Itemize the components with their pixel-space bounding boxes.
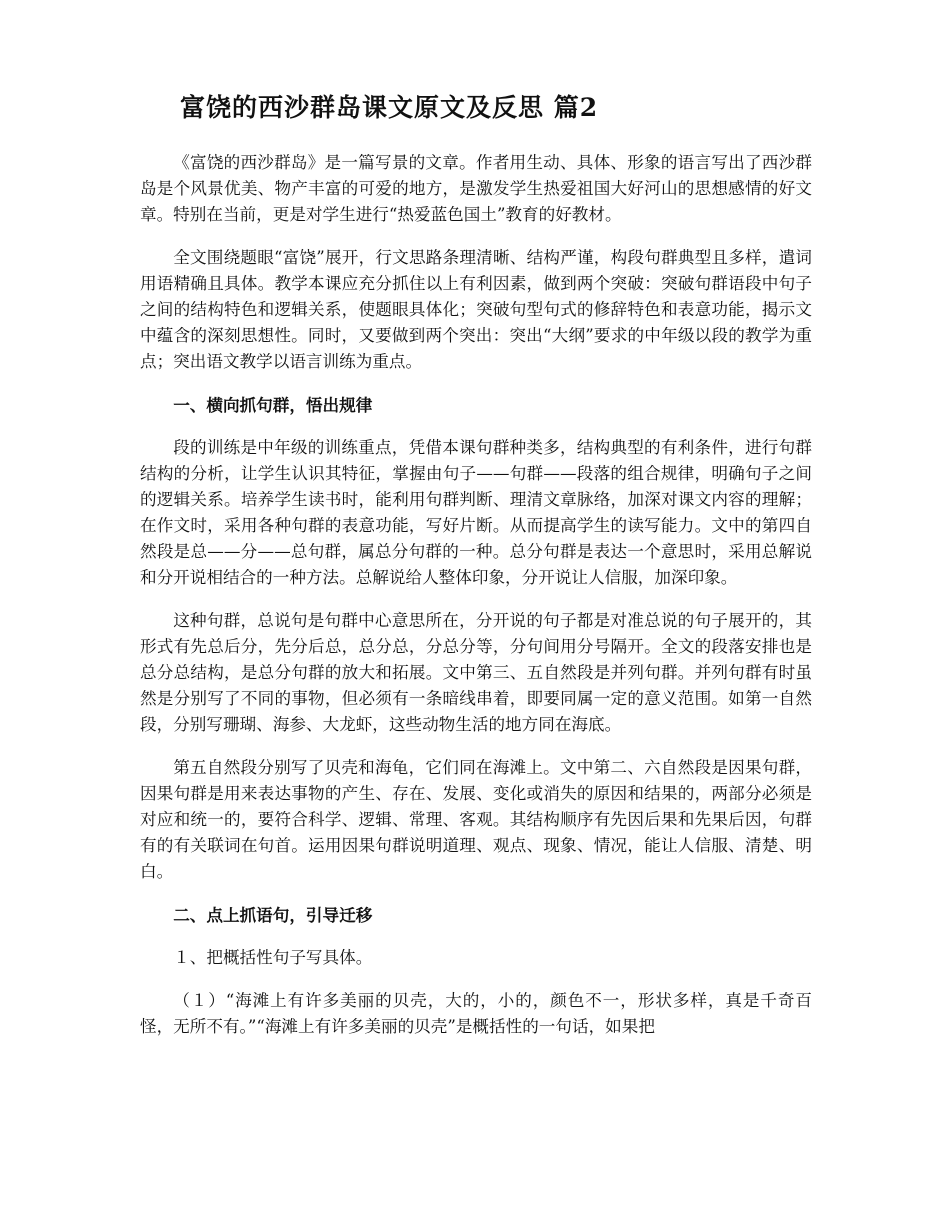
document-body	[140, 150, 812, 1057]
paragraph-total-sentence: 这种句群，总说句是句群中心意思所在，分开说的句子都是对准总说的句子展开的，其形式有先总后分，先分后总，总分总，分总分等，分句间用分号隔开。全文的段落安排也是总分总结构，是总分句群的放大和拓展。文中第三、五自然段是并列句群。并列句群有时虽然是分别写了不同的事物，但必须有一条暗线串着，即要同属一定的意义范围。如第一自然段，分别写珊瑚、海参、大龙虾，这些动物生活的地方同在海底。	[140, 611, 812, 734]
page-title: 富饶的西沙群岛课文原文及反思 篇2	[180, 93, 599, 122]
paragraph-cause-effect: 第五自然段分别写了贝壳和海龟，它们同在海滩上。文中第二、六自然段是因果句群，因果句群是用来表达事物的产生、存在、发展、变化或消失的原因和结果的，两部分必须是对应和统一的，要符合科学、逻辑、常理、客观。其结构顺序有先因后果和先果后因，句群有的有关联词在句首。运用因果句群说明道理、观点、现象、情况，能让人信服、清楚、明白。	[140, 758, 812, 881]
section-heading-1: 一、横向抓句群，悟出规律	[173, 395, 373, 415]
paragraph-example-1: （１）“海滩上有许多美丽的贝壳，大的，小的，颜色不一，形状多样，真是千奇百怪，无所不有。”“海滩上有许多美丽的贝壳”是概括性的一句话，如果把	[140, 991, 812, 1036]
paragraph-intro: 《富饶的西沙群岛》是一篇写景的文章。作者用生动、具体、形象的语言写出了西沙群岛是个风景优美、物产丰富的可爱的地方，是激发学生热爱祖国大好河山的思想感情的好文章。特别在当前，更是对学生进行“热爱蓝色国土”教育的好教材。	[140, 153, 812, 224]
paragraph-sentence-groups: 段的训练是中年级的训练重点，凭借本课句群种类多，结构典型的有利条件，进行句群结构的分析，让学生认识其特征，掌握由句子——句群——段落的组合规律，明确句子之间的逻辑关系。培养学生读书时，能利用句群判断、理清文章脉络，加深对课文内容的理解；在作文时，采用各种句群的表意功能，写好片断。从而提高学生的读写能力。文中的第四自然段是总——分——总句群，属总分句群的一种。总分句群是表达一个意思时，采用总解说和分开说相结合的一种方法。总解说给人整体印象，分开说让人信服，加深印象。	[140, 438, 812, 587]
list-item-1: １、把概括性句子写具体。	[173, 948, 373, 967]
paragraph-overview: 全文围绕题眼“富饶”展开，行文思路条理清晰、结构严谨，构段句群典型且多样，遣词用语精确且具体。教学本课应充分抓住以上有利因素，做到两个突破：突破句群语段中句子之间的结构特色和逻辑关系，使题眼具体化；突破句型句式的修辞特色和表意功能，揭示文中蕴含的深刻思想性。同时，又要做到两个突出：突出“大纲”要求的中年级以段的教学为重点；突出语文教学以语言训练为重点。	[140, 248, 812, 371]
section-heading-2: 二、点上抓语句，引导迁移	[173, 905, 373, 925]
